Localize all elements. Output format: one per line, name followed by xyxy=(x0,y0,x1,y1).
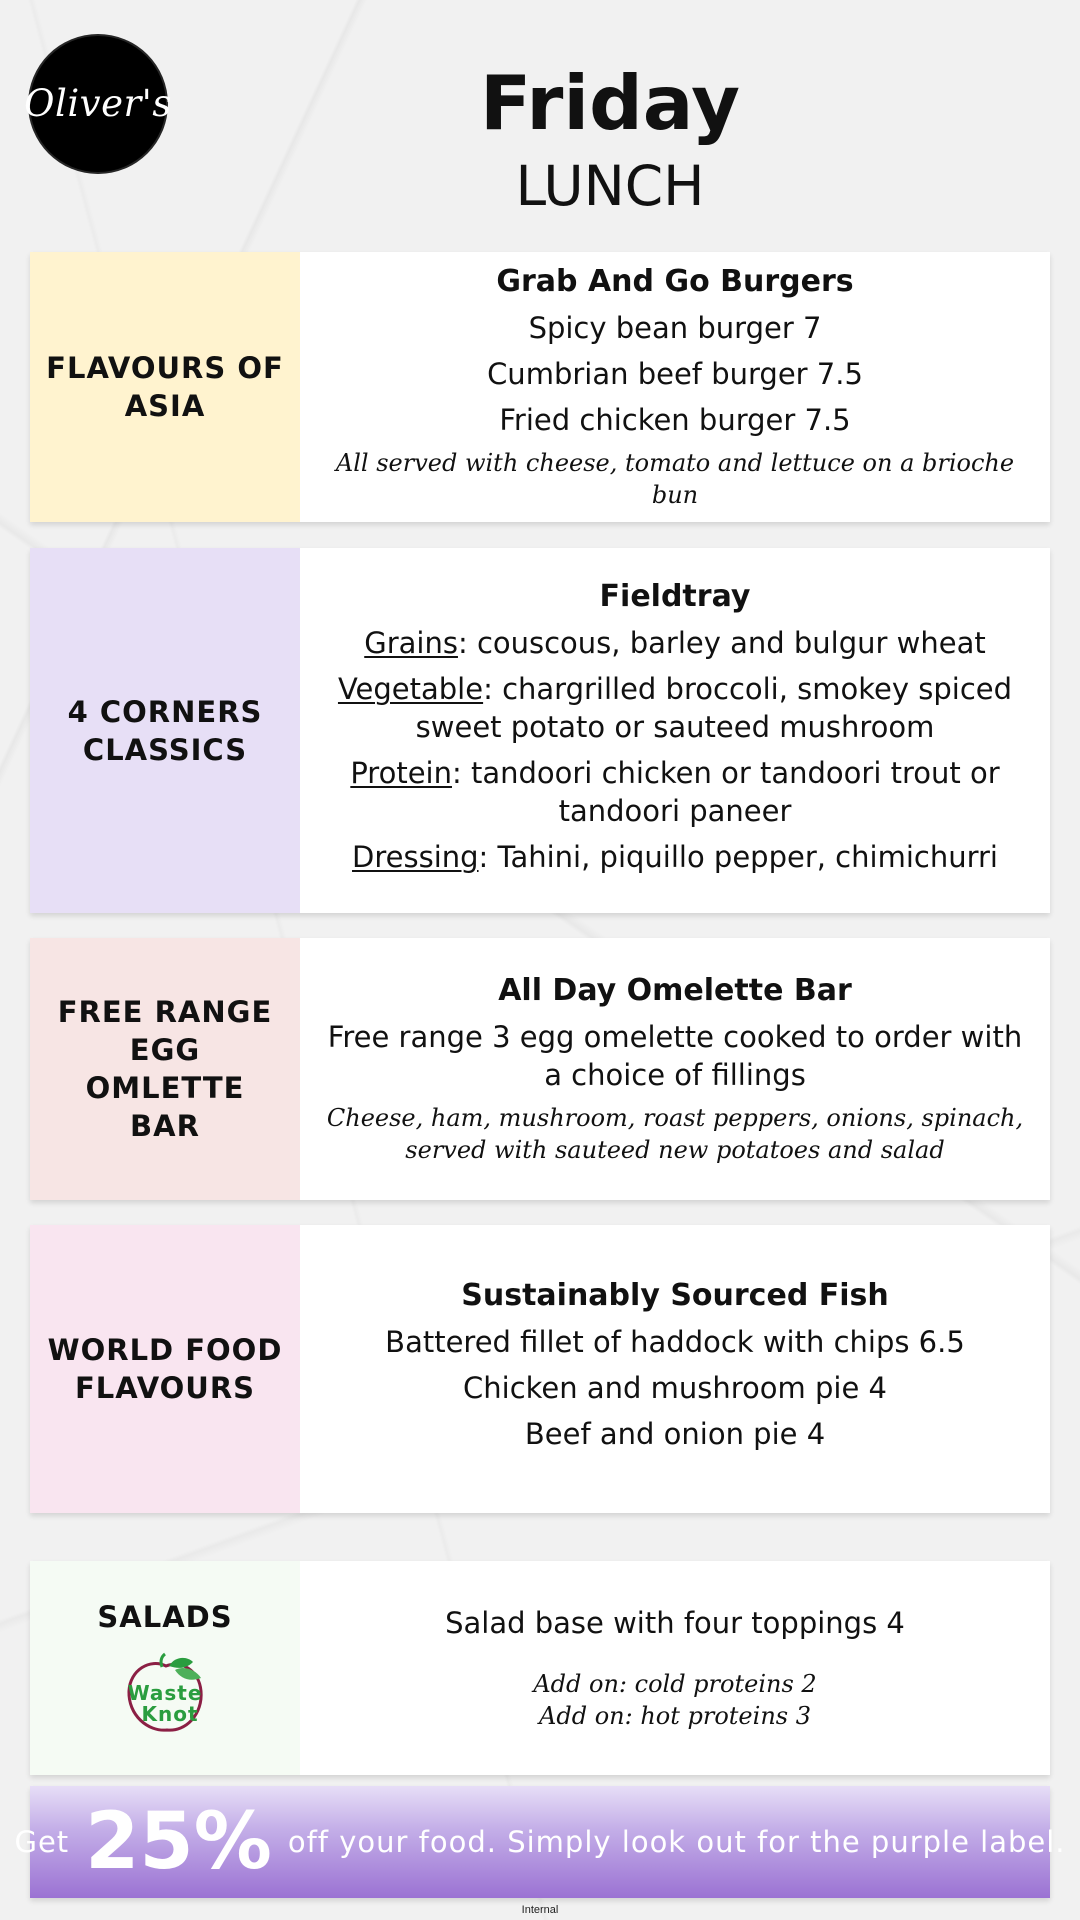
section-label-text: SALADS xyxy=(97,1600,233,1634)
menu-item: Fried chicken burger 7.5 xyxy=(499,403,851,437)
detail-line xyxy=(316,838,1034,876)
section-label xyxy=(30,1561,300,1775)
meal-title: LUNCH xyxy=(515,154,705,218)
menu-section-4-corners-classics xyxy=(30,548,1050,913)
section-label xyxy=(30,252,300,522)
section-content xyxy=(300,252,1050,522)
detail-key: Vegetable xyxy=(337,671,484,706)
section-content xyxy=(300,548,1050,913)
page-header xyxy=(300,59,920,218)
section-note: Add on: hot proteins 3 xyxy=(539,1702,811,1730)
detail-key: Dressing xyxy=(352,839,479,874)
oliver-logo-icon xyxy=(24,34,172,174)
section-title: All Day Omelette Bar xyxy=(498,973,852,1008)
section-label xyxy=(30,1225,300,1513)
page-title: Friday xyxy=(479,59,740,147)
menu-item: Spicy bean burger 7 xyxy=(528,311,822,345)
menu-item: Beef and onion pie 4 xyxy=(524,1417,826,1451)
logo-text: Oliver's xyxy=(24,81,172,125)
menu-item: Free range 3 egg omelette cooked to order with a choice of fillings xyxy=(327,1020,1023,1092)
promo-prefix: Get xyxy=(14,1825,70,1859)
menu-item: Battered fillet of haddock with chips 6.5 xyxy=(385,1325,965,1359)
waste-knot-top-text: Waste xyxy=(127,1681,203,1705)
section-label-text: FLAVOURS OF ASIA xyxy=(46,351,284,423)
section-content xyxy=(300,938,1050,1200)
detail-value: : couscous, barley and bulgur wheat xyxy=(457,625,986,660)
detail-line xyxy=(316,624,1034,662)
menu-section-flavours-of-asia xyxy=(30,252,1050,522)
detail-value: : Tahini, piquillo pepper, chimichurri xyxy=(478,839,998,874)
promo-suffix: off your food. Simply look out for the purple label. xyxy=(287,1825,1066,1859)
promo-banner xyxy=(14,1786,1066,1898)
section-title: Sustainably Sourced Fish xyxy=(461,1278,889,1313)
menu-section-free-range-egg-omlette-bar xyxy=(30,938,1050,1200)
section-label-text: 4 CORNERS CLASSICS xyxy=(67,694,263,767)
detail-value: : tandoori chicken or tandoori trout or tandoori paneer xyxy=(451,755,1000,828)
detail-line xyxy=(316,670,1034,746)
detail-key: Protein xyxy=(350,755,452,790)
section-label-text: WORLD FOOD FLAVOURS xyxy=(47,1333,283,1405)
detail-line xyxy=(316,754,1034,830)
section-content xyxy=(300,1561,1050,1775)
menu-section-salads xyxy=(30,1561,1050,1775)
footer-text: Internal xyxy=(521,1904,559,1916)
section-label-text: FREE RANGE EGG OMLETTE BAR xyxy=(57,995,273,1143)
section-title: Grab And Go Burgers xyxy=(496,264,854,299)
detail-value: : chargrilled broccoli, smokey spiced sweet potato or sauteed mushroom xyxy=(415,671,1013,744)
menu-item: Salad base with four toppings 4 xyxy=(445,1606,905,1640)
section-content xyxy=(300,1225,1050,1513)
section-note: Add on: cold proteins 2 xyxy=(533,1670,817,1698)
section-title: Fieldtray xyxy=(599,578,751,614)
waste-knot-logo-icon xyxy=(117,1652,213,1738)
menu-section-world-food-flavours xyxy=(30,1225,1050,1513)
waste-knot-bottom-text: Knot xyxy=(141,1702,199,1726)
section-label xyxy=(30,548,300,913)
menu-item: Chicken and mushroom pie 4 xyxy=(463,1371,887,1405)
promo-percentage: 25% xyxy=(85,1797,272,1887)
section-note: Cheese, ham, mushroom, roast peppers, onions, spinach, served with sauteed new potatoes and salad xyxy=(326,1104,1024,1164)
section-label xyxy=(30,938,300,1200)
detail-key: Grains xyxy=(364,625,458,660)
section-note: All served with cheese, tomato and lettuce on a brioche bun xyxy=(335,449,1015,509)
menu-item: Cumbrian beef burger 7.5 xyxy=(487,357,863,391)
